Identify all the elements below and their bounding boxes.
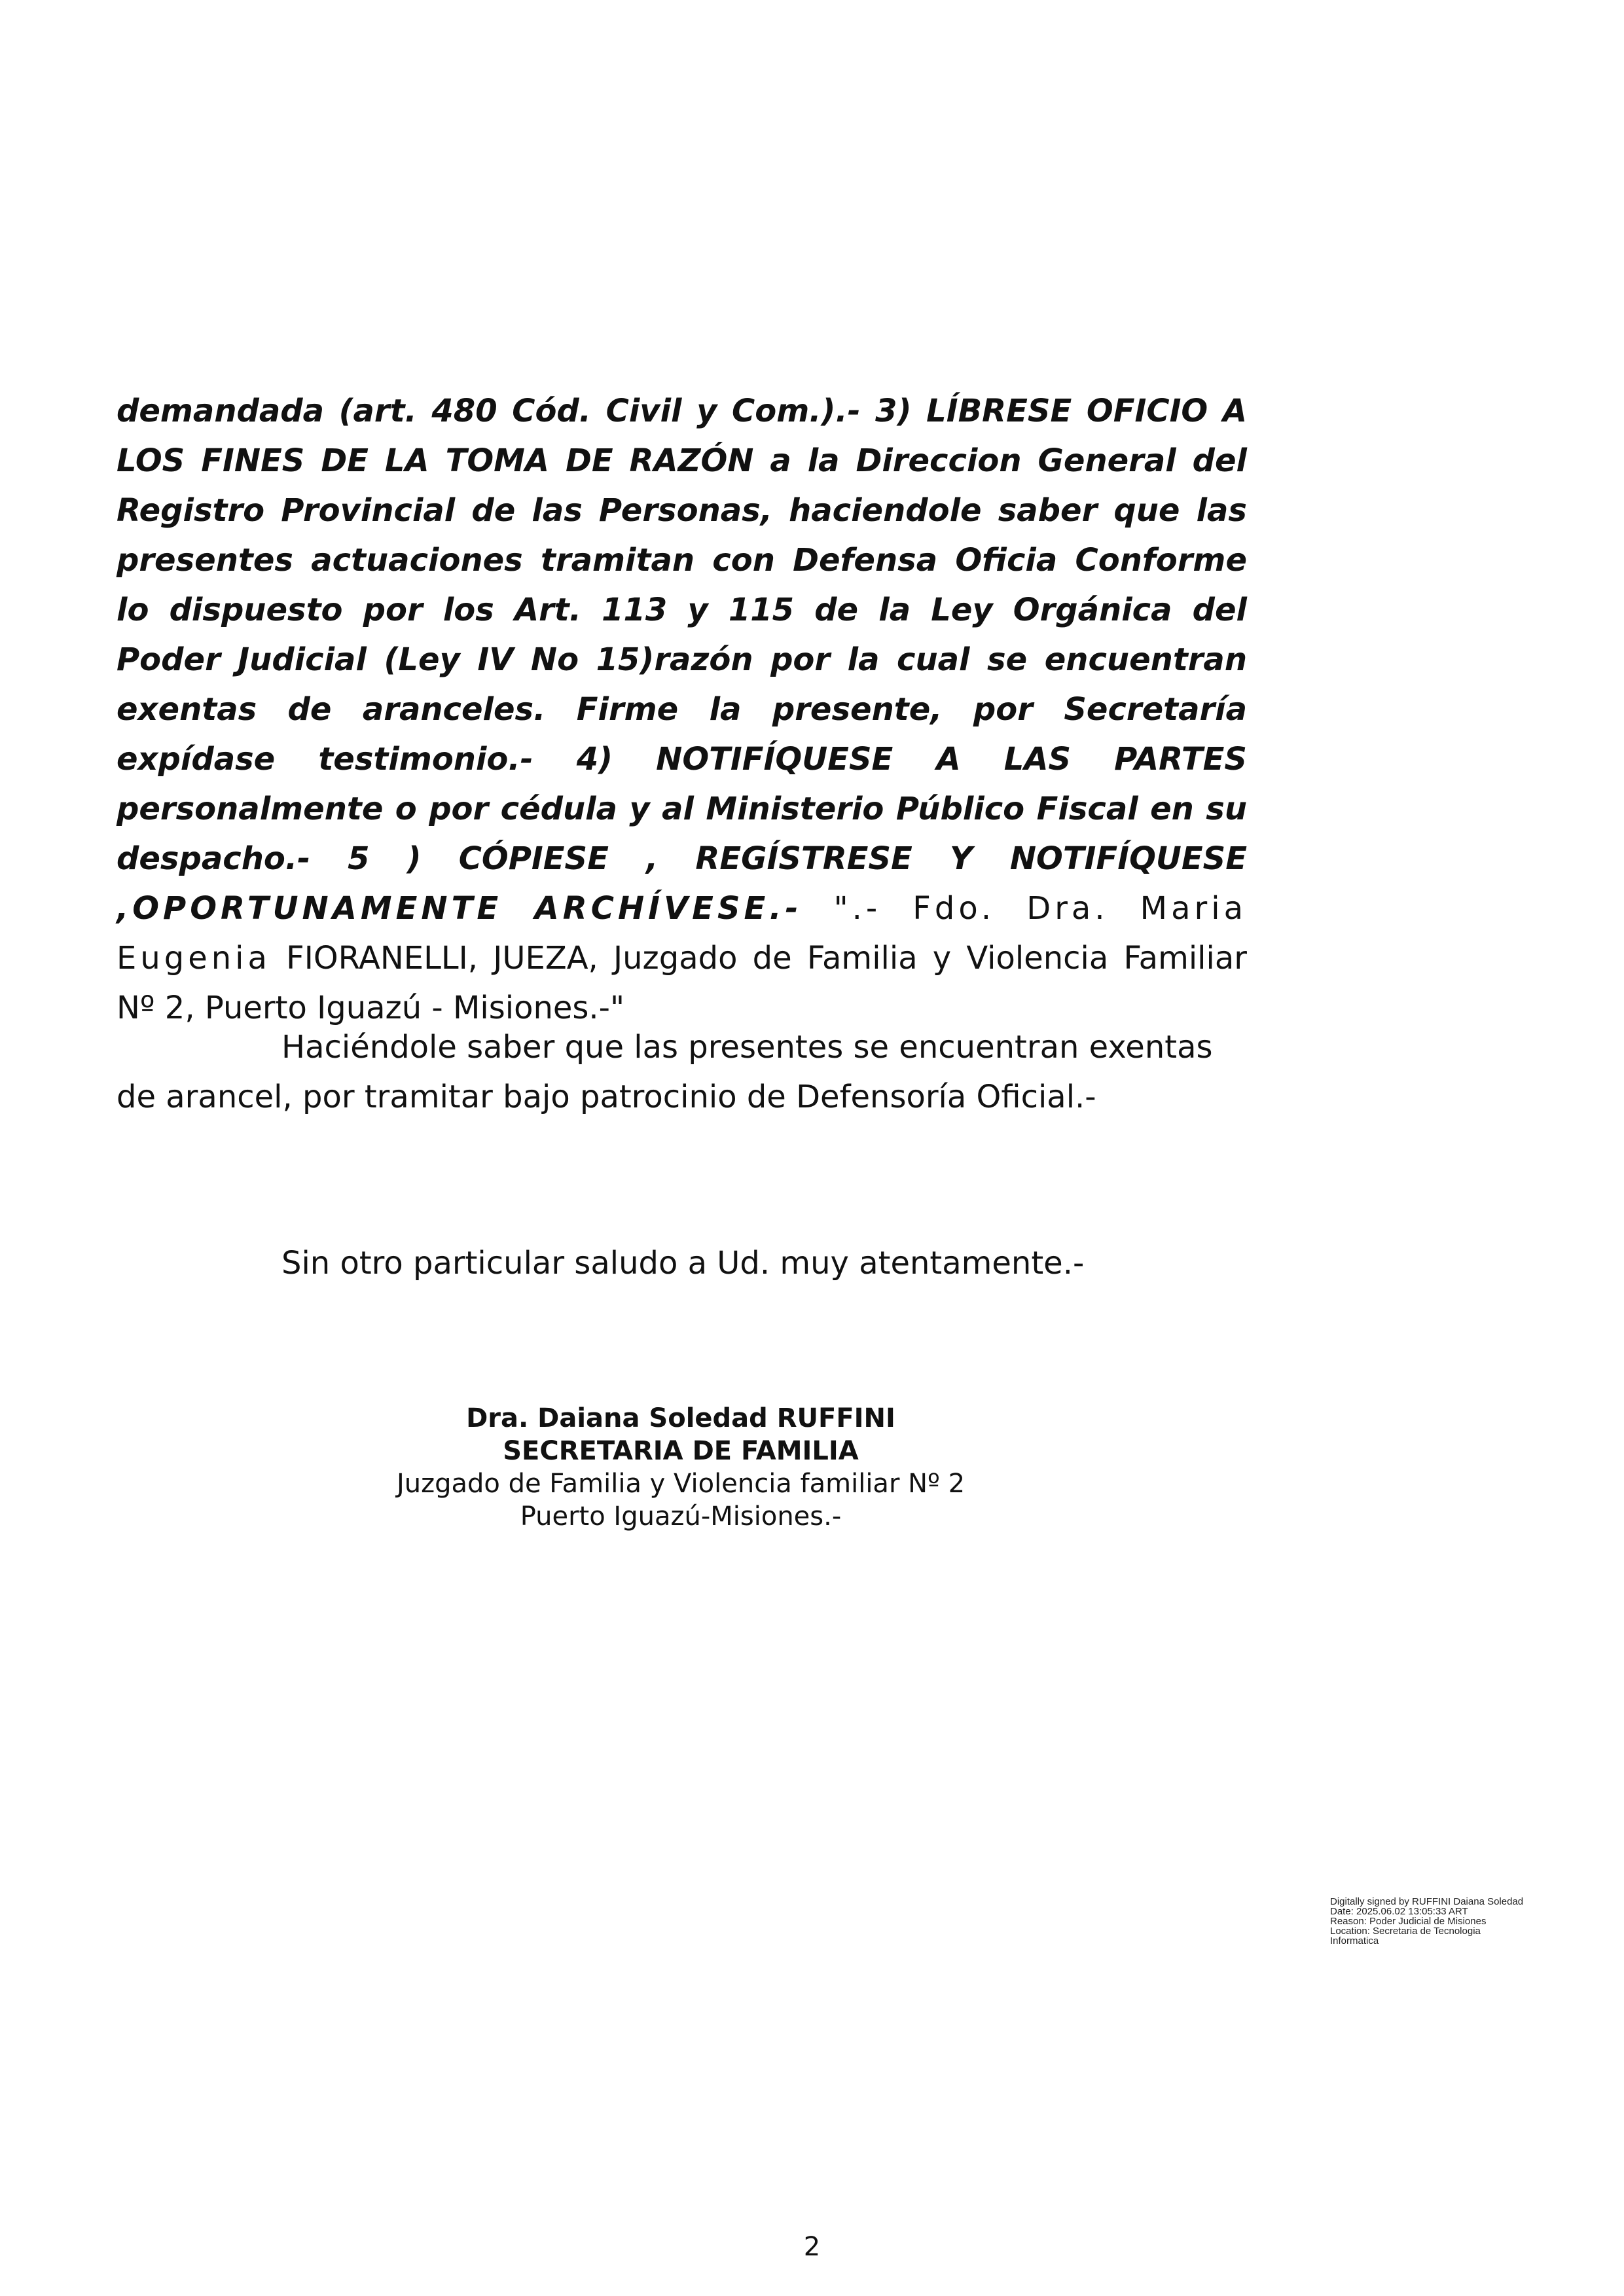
- resolution-text: [117, 386, 1247, 1033]
- resolution-text-bold: demandada (art. 480 Cód. Civil y Com.).- 3) LÍBRESE OFICIO A LOS FINES DE LA TOMA DE RAZÓN a la Direccion General del Registro Provincial de las Personas, haciendole saber que las presentes actuaciones tramitan con Defensa Oficia Conforme lo dispuesto por los Art. 113 y 115 de la Ley Orgánica del Poder Judicial (Ley IV No 15)razón por la cual se encuentran exentas de aranceles. Firme la presente, por Secretaría expídase testimonio.- 4) NOTIFÍQUESE A LAS PARTES personalmente o por cédula y al Ministerio Público Fiscal en su despacho.- 5 ) CÓPIESE , REGÍSTRESE Y NOTIFÍQUESE: [117, 393, 1247, 877]
- signatory-location: Puerto Iguazú-Misiones.-: [520, 1501, 842, 1532]
- signatory-name: Dra. Daiana Soledad RUFFINI: [466, 1403, 895, 1433]
- digital-signature-date: Date: 2025.06.02 13:05:33 ART: [1330, 1906, 1468, 1917]
- signatory-title: SECRETARIA DE FAMILIA: [503, 1436, 859, 1466]
- digital-signature-signer: Digitally signed by RUFFINI Daiana Soledad: [1330, 1896, 1524, 1907]
- closing-paragraph: Sin otro particular saludo a Ud. muy atentamente.-: [281, 1245, 1085, 1282]
- signed-by-judge: ".- Fdo. Dra. Maria Eugenia: [117, 890, 1247, 977]
- exemption-paragraph: Haciéndole saber que las presentes se encuentran exentas de arancel, por tramitar bajo patrocinio de Defensoría Oficial.-: [117, 1029, 1213, 1115]
- digital-signature-stamp: [1330, 1897, 1526, 1946]
- signature-block: [281, 1402, 1080, 1533]
- digital-signature-reason: Reason: Poder Judicial de Misiones: [1330, 1916, 1487, 1927]
- page-number: 2: [803, 2232, 821, 2262]
- resolution-archive-clause: ,OPORTUNAMENTE ARCHÍVESE.-: [117, 890, 803, 927]
- signatory-court: Juzgado de Familia y Violencia familiar Nº 2: [396, 1469, 965, 1499]
- judge-court-info: FIORANELLI, JUEZA, Juzgado de Familia y Violencia Familiar Nº 2, Puerto Iguazú - Misiones.-": [117, 940, 1247, 1026]
- digital-signature-location: Location: Secretaria de Tecnologia Informatica: [1330, 1926, 1481, 1946]
